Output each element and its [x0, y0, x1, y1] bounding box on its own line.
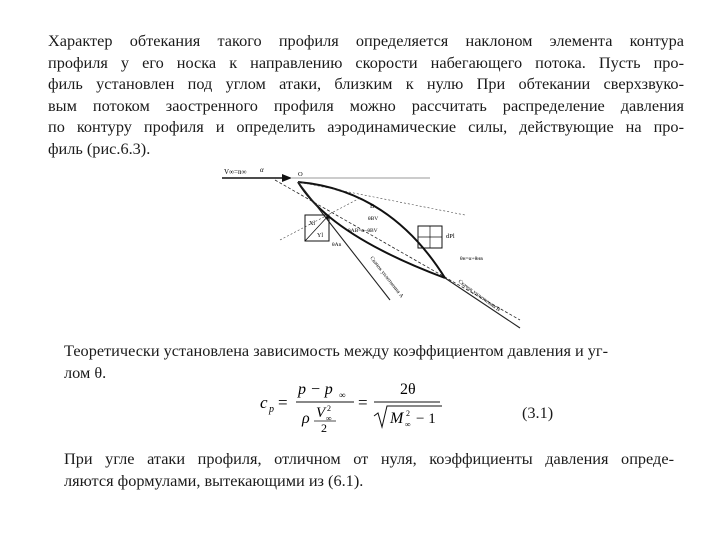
text-line: филь установлен под углом атаки, близким к нулю При обтекании сверхзвуко- [48, 74, 684, 94]
label-theta-ab: θAB=α−θBV [348, 228, 378, 234]
label-shock-a: Скачок уплотнения A [368, 255, 405, 300]
text-line: При угле атаки профиля, отличном от нуля, коэффициенты давления опреде- [64, 449, 674, 468]
text-line: профиля у его носка к направлению скорости набегающего потока. Пусть про- [48, 52, 684, 72]
formula-v: V [316, 405, 326, 421]
formula-numerator-1-sub: ∞ [339, 390, 346, 400]
label-dpl: dPl [446, 233, 455, 240]
equation-number: (3.1) [522, 403, 554, 422]
pressure-coefficient-formula [250, 372, 450, 434]
text-line: лом θ. [64, 362, 107, 382]
text-line: Характер обтекания такого профиля определяется наклоном элемента контура [48, 31, 684, 50]
formula-lhs-sub: p [269, 404, 274, 415]
formula-rho: ρ [302, 410, 310, 427]
label-o: O [298, 171, 303, 178]
label-shock-b: Скачок уплотнения B [456, 278, 502, 314]
text-line: ляются формулами, вытекающими из (6.1). [64, 470, 364, 490]
text-line: по контуру профиля и определить аэродинамические силы, действующие на про- [48, 117, 684, 137]
formula-numerator-2: 2θ [400, 381, 416, 398]
label-theta-h: θн=α+θнв [460, 256, 483, 262]
paragraph-conclusion [64, 448, 674, 491]
label-theta-an: θAn [332, 242, 342, 248]
text-line: вым потоком заостренного профиля можно рассчитать распределение давления [48, 95, 684, 115]
airfoil-figure [220, 160, 540, 335]
formula-eq-2: = [358, 393, 368, 412]
label-v-inf: V∞=n∞ [224, 168, 247, 176]
formula-v-sup: 2 [327, 404, 331, 413]
formula-minus-one: − 1 [416, 411, 436, 427]
text-line: филь (рис.6.3). [48, 138, 151, 158]
label-xl: Xl [309, 221, 315, 227]
formula-m-sup: 2 [406, 409, 410, 418]
formula-lhs: c [260, 393, 268, 412]
shock-line-b [445, 278, 520, 328]
formula-m: M [390, 410, 404, 427]
formula-numerator-1: p − p [298, 381, 333, 398]
label-alpha: α [260, 166, 264, 174]
text-line: Теоретически установлена зависимость между коэффициентом давления и уг- [64, 341, 609, 360]
label-yl: Yl [317, 233, 323, 239]
formula-v-sub: ∞ [326, 414, 332, 423]
label-b: B [370, 203, 375, 210]
paragraph-intro [48, 30, 684, 160]
formula-half: 2 [321, 421, 327, 434]
formula-eq: = [278, 393, 288, 412]
label-theta-bv: θBV [368, 216, 379, 222]
formula-m-sub: ∞ [405, 420, 411, 429]
